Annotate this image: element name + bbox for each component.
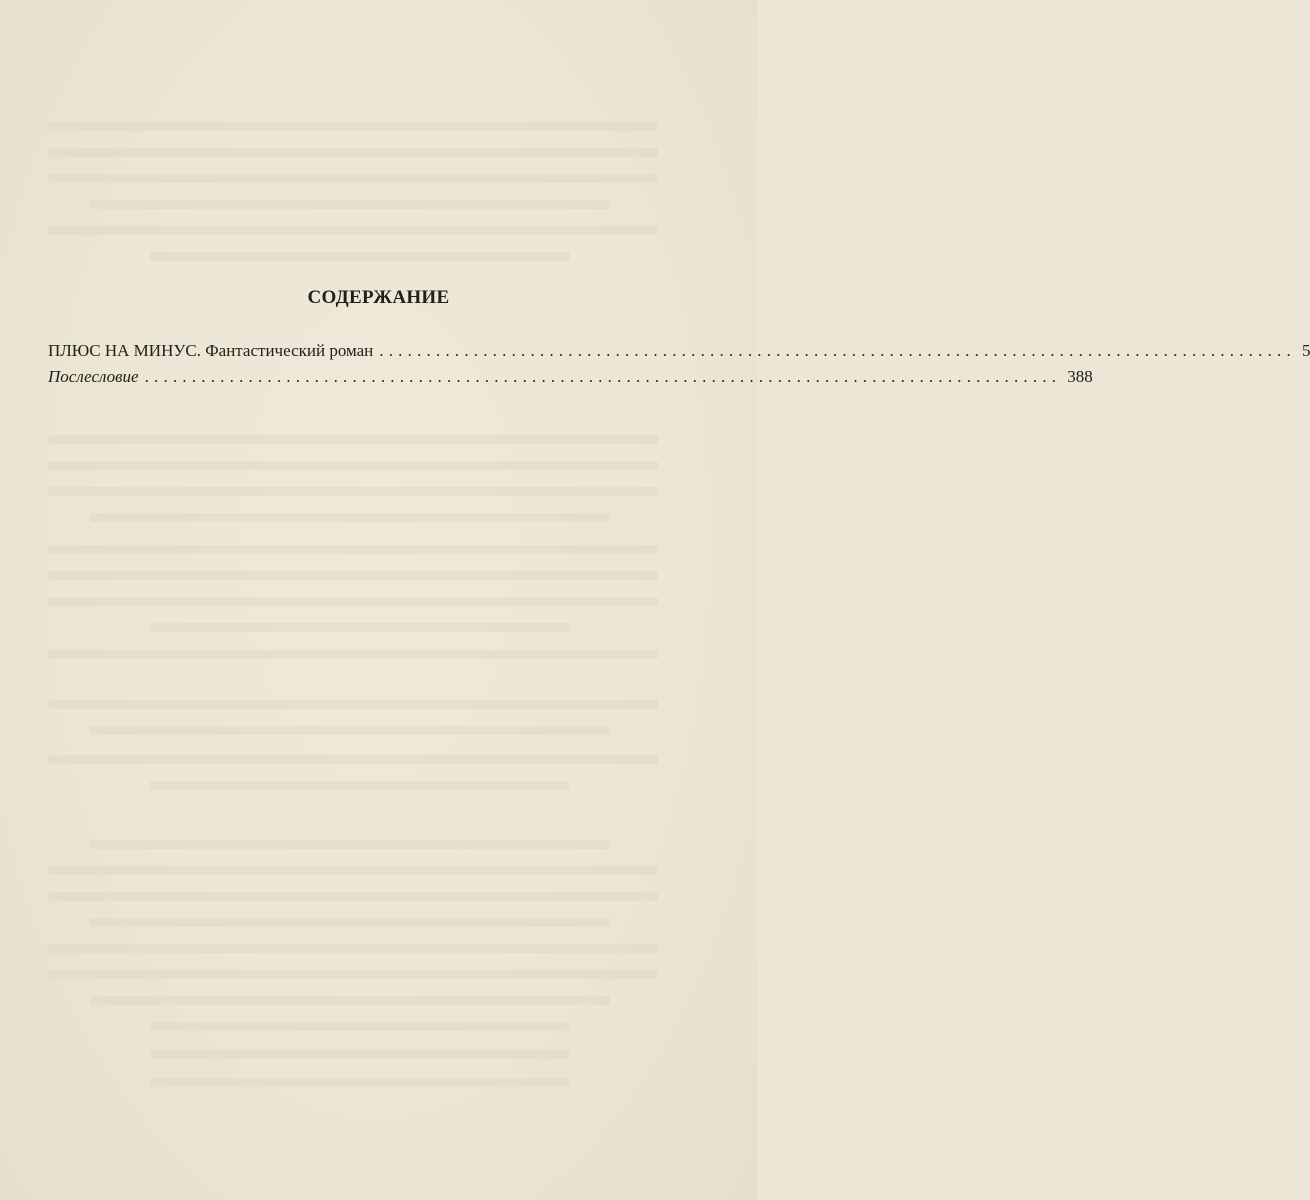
- bleed-through-line: [48, 755, 658, 764]
- bleed-through-line: [48, 650, 658, 659]
- bleed-through-line: [90, 918, 610, 927]
- bleed-through-line: [48, 174, 658, 183]
- dot-leader: .................................................................................................: [379, 341, 1296, 360]
- toc-entry[interactable]: [48, 338, 1310, 364]
- bleed-through-line: [48, 461, 658, 470]
- bleed-through-line: [48, 866, 658, 875]
- bleed-through-line: [48, 944, 658, 953]
- bleed-through-line: [48, 571, 658, 580]
- bleed-through-line: [48, 122, 658, 131]
- bleed-through-line: [48, 226, 658, 235]
- bleed-through-line: [90, 726, 610, 735]
- bleed-through-line: [90, 513, 610, 522]
- bleed-through-line: [150, 1050, 570, 1059]
- bleed-through-line: [48, 545, 658, 554]
- toc-title: СОДЕРЖАНИЕ: [307, 287, 450, 308]
- bleed-through-line: [48, 700, 658, 709]
- bleed-through-line: [48, 970, 658, 979]
- bleed-through-line: [150, 252, 570, 261]
- toc-entry-title: Послесловие: [48, 367, 139, 386]
- bleed-through-line: [48, 148, 658, 157]
- bleed-through-line: [48, 435, 658, 444]
- toc-entry-title: ПЛЮС НА МИНУС. Фантастический роман: [48, 341, 374, 360]
- table-of-contents: [48, 338, 1310, 390]
- bleed-through-line: [48, 597, 658, 606]
- bleed-through-line: [90, 996, 610, 1005]
- toc-entry-page: 5: [1301, 341, 1310, 360]
- bleed-through-line: [150, 1078, 570, 1087]
- bleed-through-line: [150, 623, 570, 632]
- dot-leader: .................................................................................................: [144, 367, 1062, 386]
- bleed-through-line: [48, 487, 658, 496]
- bleed-through-line: [48, 892, 658, 901]
- bleed-through-line: [150, 1022, 570, 1031]
- bleed-through-line: [90, 200, 610, 209]
- toc-entry-page: 388: [1067, 367, 1093, 386]
- toc-entry[interactable]: [48, 364, 1093, 390]
- bleed-through-line: [90, 840, 610, 849]
- bleed-through-line: [150, 781, 570, 790]
